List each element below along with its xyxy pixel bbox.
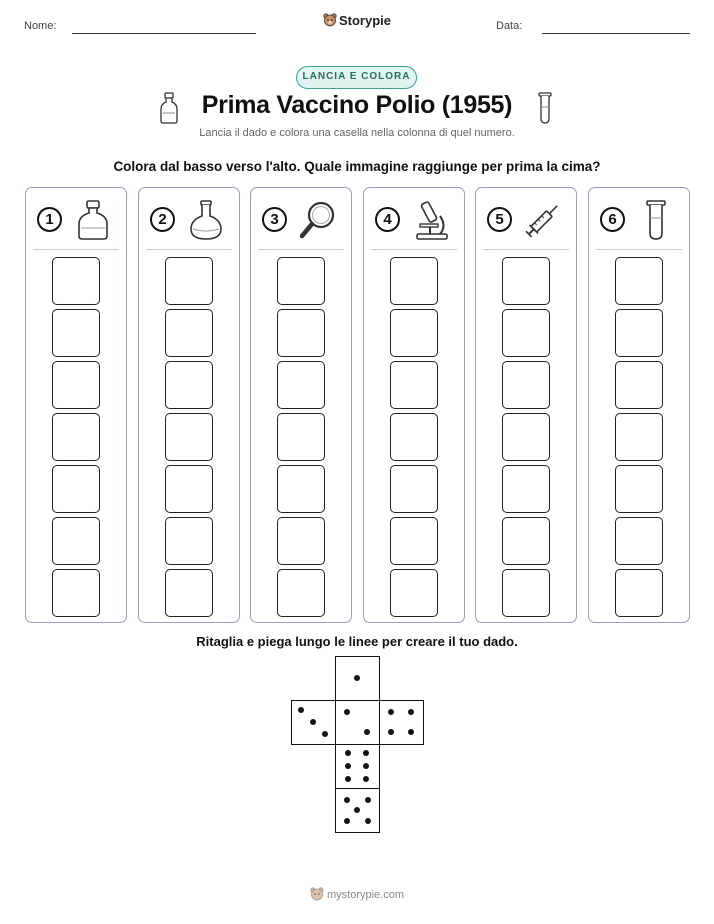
- test-tube-icon: [634, 198, 678, 242]
- color-cell[interactable]: [52, 257, 100, 305]
- bottle-icon: [71, 198, 115, 242]
- die-pip: [344, 797, 350, 803]
- date-line[interactable]: [542, 33, 690, 34]
- color-cell[interactable]: [165, 361, 213, 409]
- column-header: [476, 188, 576, 250]
- column-header: [364, 188, 464, 250]
- color-cell[interactable]: [165, 465, 213, 513]
- syringe-icon: [521, 198, 565, 242]
- die-pip: [365, 797, 371, 803]
- color-cell[interactable]: [52, 569, 100, 617]
- color-cell[interactable]: [52, 413, 100, 461]
- color-cell[interactable]: [390, 465, 438, 513]
- column-header: [251, 188, 351, 250]
- die-pip: [388, 709, 394, 715]
- mascot-icon: [323, 13, 337, 27]
- die-pip: [345, 776, 351, 782]
- color-cell[interactable]: [277, 413, 325, 461]
- mascot-icon: [310, 887, 324, 901]
- die-pip: [344, 818, 350, 824]
- color-cell[interactable]: [277, 257, 325, 305]
- column-4: [363, 187, 465, 623]
- color-cell[interactable]: [277, 309, 325, 357]
- name-line[interactable]: [72, 33, 256, 34]
- die-pip: [298, 707, 304, 713]
- color-cell[interactable]: [277, 465, 325, 513]
- die-pip: [363, 750, 369, 756]
- footer-url: mystorypie.com: [326, 889, 405, 901]
- color-cell[interactable]: [52, 517, 100, 565]
- die-face-3: [291, 700, 336, 745]
- column-divider: [146, 249, 232, 250]
- die-face-2: [335, 700, 380, 745]
- page-title: Prima Vaccino Polio (1955): [201, 91, 513, 119]
- color-cell[interactable]: [277, 517, 325, 565]
- microscope-icon: [409, 198, 453, 242]
- color-cell[interactable]: [390, 413, 438, 461]
- color-cell[interactable]: [390, 257, 438, 305]
- column-divider: [33, 249, 119, 250]
- color-cell[interactable]: [615, 361, 663, 409]
- die-pip: [344, 709, 350, 715]
- activity-tag: LANCIA E COLORA: [296, 66, 417, 89]
- color-cell[interactable]: [502, 309, 550, 357]
- color-cell[interactable]: [615, 309, 663, 357]
- color-cell[interactable]: [390, 517, 438, 565]
- die-pip: [408, 709, 414, 715]
- die-pip: [408, 729, 414, 735]
- die-pip: [322, 731, 328, 737]
- color-cell[interactable]: [390, 569, 438, 617]
- flask-icon: [184, 198, 228, 242]
- column-header: [139, 188, 239, 250]
- name-label: Nome:: [24, 20, 57, 32]
- color-cell[interactable]: [390, 309, 438, 357]
- color-cell[interactable]: [615, 257, 663, 305]
- die-pip: [388, 729, 394, 735]
- column-header: [589, 188, 689, 250]
- color-cell[interactable]: [502, 569, 550, 617]
- color-cell[interactable]: [165, 517, 213, 565]
- die-pip: [354, 807, 360, 813]
- die-pip: [364, 729, 370, 735]
- column-number: 5: [487, 207, 512, 232]
- die-pip: [310, 719, 316, 725]
- color-cell[interactable]: [502, 517, 550, 565]
- color-cell[interactable]: [165, 569, 213, 617]
- color-cell[interactable]: [615, 413, 663, 461]
- brand-logo: [0, 13, 714, 28]
- color-cell[interactable]: [502, 361, 550, 409]
- die-pip: [345, 763, 351, 769]
- color-cell[interactable]: [615, 569, 663, 617]
- brand-name: Storypie: [338, 13, 391, 28]
- test-tube-icon: [534, 91, 556, 125]
- color-cell[interactable]: [502, 465, 550, 513]
- color-cell[interactable]: [52, 465, 100, 513]
- column-number: 6: [600, 207, 625, 232]
- page-subtitle: Lancia il dado e colora una casella nella colonna di quel numero.: [199, 127, 515, 139]
- die-pip: [365, 818, 371, 824]
- die-pip: [363, 776, 369, 782]
- die-face-5: [335, 788, 380, 833]
- column-5: [475, 187, 577, 623]
- column-header: [26, 188, 126, 250]
- footer: [0, 887, 714, 901]
- die-face-1: [335, 656, 380, 701]
- column-1: [25, 187, 127, 623]
- column-2: [138, 187, 240, 623]
- date-label: Data:: [496, 20, 523, 32]
- column-number: 3: [262, 207, 287, 232]
- color-cell[interactable]: [52, 361, 100, 409]
- color-cell[interactable]: [165, 309, 213, 357]
- color-cell[interactable]: [390, 361, 438, 409]
- column-number: 1: [37, 207, 62, 232]
- magnifier-icon: [296, 198, 340, 242]
- color-cell[interactable]: [52, 309, 100, 357]
- coloring-instruction: Colora dal basso verso l'alto. Quale immagine raggiunge per prima la cima?: [113, 159, 601, 174]
- die-pip: [354, 675, 360, 681]
- cut-instruction: Ritaglia e piega lungo le linee per creare il tuo dado.: [196, 634, 518, 649]
- color-cell[interactable]: [277, 569, 325, 617]
- die-pip: [363, 763, 369, 769]
- column-divider: [596, 249, 682, 250]
- column-divider: [483, 249, 569, 250]
- color-cell[interactable]: [502, 257, 550, 305]
- column-6: [588, 187, 690, 623]
- color-cell[interactable]: [615, 517, 663, 565]
- color-cell[interactable]: [615, 465, 663, 513]
- color-cell[interactable]: [165, 257, 213, 305]
- column-3: [250, 187, 352, 623]
- die-face-4: [379, 700, 424, 745]
- column-number: 4: [375, 207, 400, 232]
- die-face-6: [335, 744, 380, 789]
- color-cell[interactable]: [277, 361, 325, 409]
- column-number: 2: [150, 207, 175, 232]
- color-cell[interactable]: [502, 413, 550, 461]
- die-pip: [345, 750, 351, 756]
- column-divider: [258, 249, 344, 250]
- color-cell[interactable]: [165, 413, 213, 461]
- column-divider: [371, 249, 457, 250]
